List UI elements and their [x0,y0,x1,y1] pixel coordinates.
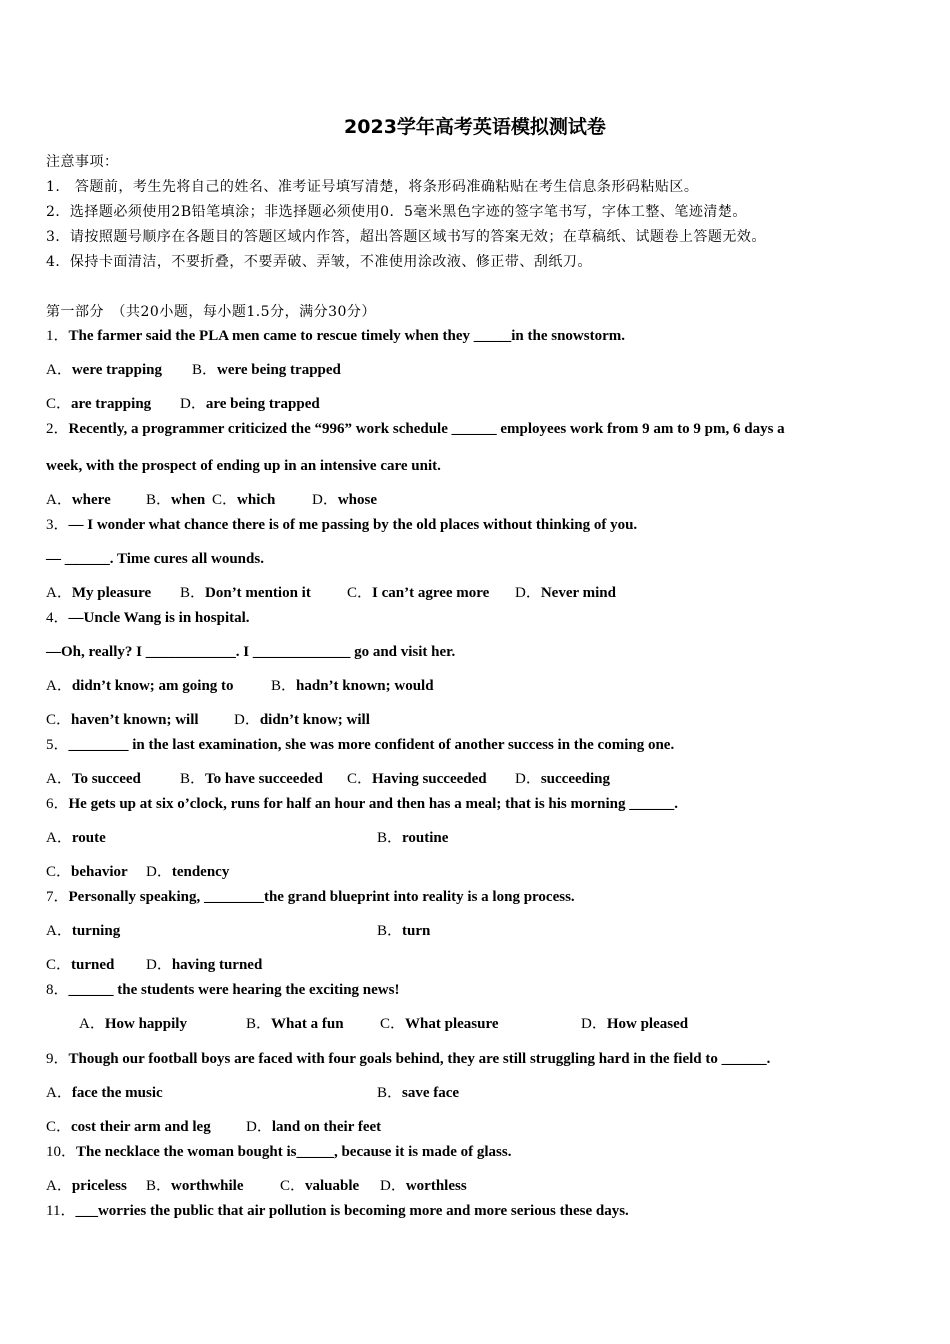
question-number: 9． [46,1051,69,1067]
option-row [46,1083,459,1103]
option-row [79,1014,688,1034]
option-b: B．routine [377,830,449,846]
question-stem: The farmer said the PLA men came to rescue timely when they _____in the snowstorm. [68,328,625,344]
question-stem: He gets up at six o’clock, runs for half an hour and then has a meal; that is his morning ______. [68,796,679,812]
option-d: D．land on their feet [246,1119,382,1135]
question-3 [46,515,637,535]
option-b: B．To have succeeded [180,771,323,787]
question-1 [46,326,625,346]
option-c: C．behavior [46,864,128,880]
section-heading: 第一部分 （共20小题，每小题1.5分，满分30分） [46,304,376,320]
question-9 [46,1049,770,1069]
question-stem-continued: —Oh, really? I ____________. I _____________ go and visit her. [46,644,456,660]
option-d: D．How pleased [581,1016,689,1032]
option-a: A．route [46,830,106,846]
option-d: D．didn’t know; will [234,712,370,728]
option-row [46,490,377,510]
question-stem: ______ the students were hearing the exciting news! [68,982,400,998]
option-d: D．Never mind [515,585,616,601]
option-c: C．haven’t known; will [46,712,199,728]
option-c: C．valuable [280,1178,360,1194]
option-a: A．didn’t know; am going to [46,678,234,694]
question-number: 6． [46,796,69,812]
option-row [46,862,229,882]
question-stem: Though our football boys are faced with four goals behind, they are still struggling hard in the field to ______. [68,1051,771,1067]
option-a: A．To succeed [46,771,141,787]
notice-heading: 注意事项： [46,154,119,170]
question-stem: ___worries the public that air pollution is becoming more and more serious these days. [75,1203,629,1219]
option-a: A．turning [46,923,121,939]
option-b: B．when [146,492,206,508]
question-number: 5． [46,737,69,753]
option-row [46,676,434,696]
notice-item: 2．选择题必须使用2B铅笔填涂；非选择题必须使用0．5毫米黑色字迹的签字笔书写，字体工整、笔迹清楚。 [46,204,747,220]
question-stem: — I wonder what chance there is of me passing by the old places without thinking of you. [68,517,638,533]
option-b: B．worthwhile [146,1178,244,1194]
option-row [46,921,430,941]
option-a: A．where [46,492,111,508]
question-number: 11． [46,1203,76,1219]
option-row [46,1176,467,1196]
question-10 [46,1142,511,1162]
option-row [46,1117,381,1137]
question-5 [46,735,674,755]
option-a: A．How happily [79,1016,187,1032]
question-11 [46,1201,629,1221]
option-c: C．are trapping [46,396,152,412]
option-d: D．having turned [146,957,263,973]
option-c: C．which [212,492,276,508]
question-stem: Recently, a programmer criticized the “996” work schedule ______ employees work from 9 am to 9 pm, 6 days a [68,421,785,437]
question-number: 7． [46,889,69,905]
option-c: C．turned [46,957,115,973]
question-stem: —Uncle Wang is in hospital. [68,610,250,626]
option-d: D．tendency [146,864,230,880]
option-b: B．turn [377,923,431,939]
option-d: D．worthless [380,1178,467,1194]
question-number: 2． [46,421,69,437]
question-stem: The necklace the woman bought is_____, because it is made of glass. [76,1144,512,1160]
page-title: 2023学年高考英语模拟测试卷 [344,116,606,138]
question-stem-continued: week, with the prospect of ending up in an intensive care unit. [46,458,441,474]
question-6 [46,794,678,814]
question-number: 10． [46,1144,77,1160]
option-b: B．Don’t mention it [180,585,311,601]
option-a: A．priceless [46,1178,127,1194]
question-2 [46,419,785,439]
question-number: 3． [46,517,69,533]
option-row [46,710,370,730]
option-row [46,360,341,380]
option-row [46,828,448,848]
notice-item: 4．保持卡面清洁，不要折叠，不要弄破、弄皱，不准使用涂改液、修正带、刮纸刀。 [46,254,592,270]
option-row [46,583,616,603]
option-a: A．My pleasure [46,585,152,601]
option-c: C．What pleasure [380,1016,499,1032]
option-d: D．whose [312,492,378,508]
question-number: 1． [46,328,69,344]
question-stem: Personally speaking, ________the grand blueprint into reality is a long process. [68,889,575,905]
option-d: D．succeeding [515,771,611,787]
question-stem: ________ in the last examination, she was more confident of another success in the coming one. [68,737,675,753]
option-d: D．are being trapped [180,396,320,412]
option-b: B．were being trapped [192,362,341,378]
notice-item: 1. 答题前，考生先将自己的姓名、准考证号填写清楚，将条形码准确粘贴在考生信息条形码粘贴区。 [46,179,699,195]
option-c: C．I can’t agree more [347,585,490,601]
option-row [46,955,262,975]
notice-item: 3．请按照题号顺序在各题目的答题区域内作答，超出答题区域书写的答案无效；在草稿纸、试题卷上答题无效。 [46,229,766,245]
question-4 [46,608,250,628]
option-row [46,394,320,414]
option-b: B．hadn’t known; would [271,678,434,694]
question-stem-continued: — ______. Time cures all wounds. [46,551,264,567]
option-b: B．save face [377,1085,460,1101]
question-7 [46,887,575,907]
option-a: A．were trapping [46,362,162,378]
option-a: A．face the music [46,1085,163,1101]
question-8 [46,980,399,1000]
option-row [46,769,610,789]
option-c: C．Having succeeded [347,771,487,787]
option-c: C．cost their arm and leg [46,1119,211,1135]
question-number: 8． [46,982,69,998]
question-number: 4． [46,610,69,626]
option-b: B．What a fun [246,1016,344,1032]
